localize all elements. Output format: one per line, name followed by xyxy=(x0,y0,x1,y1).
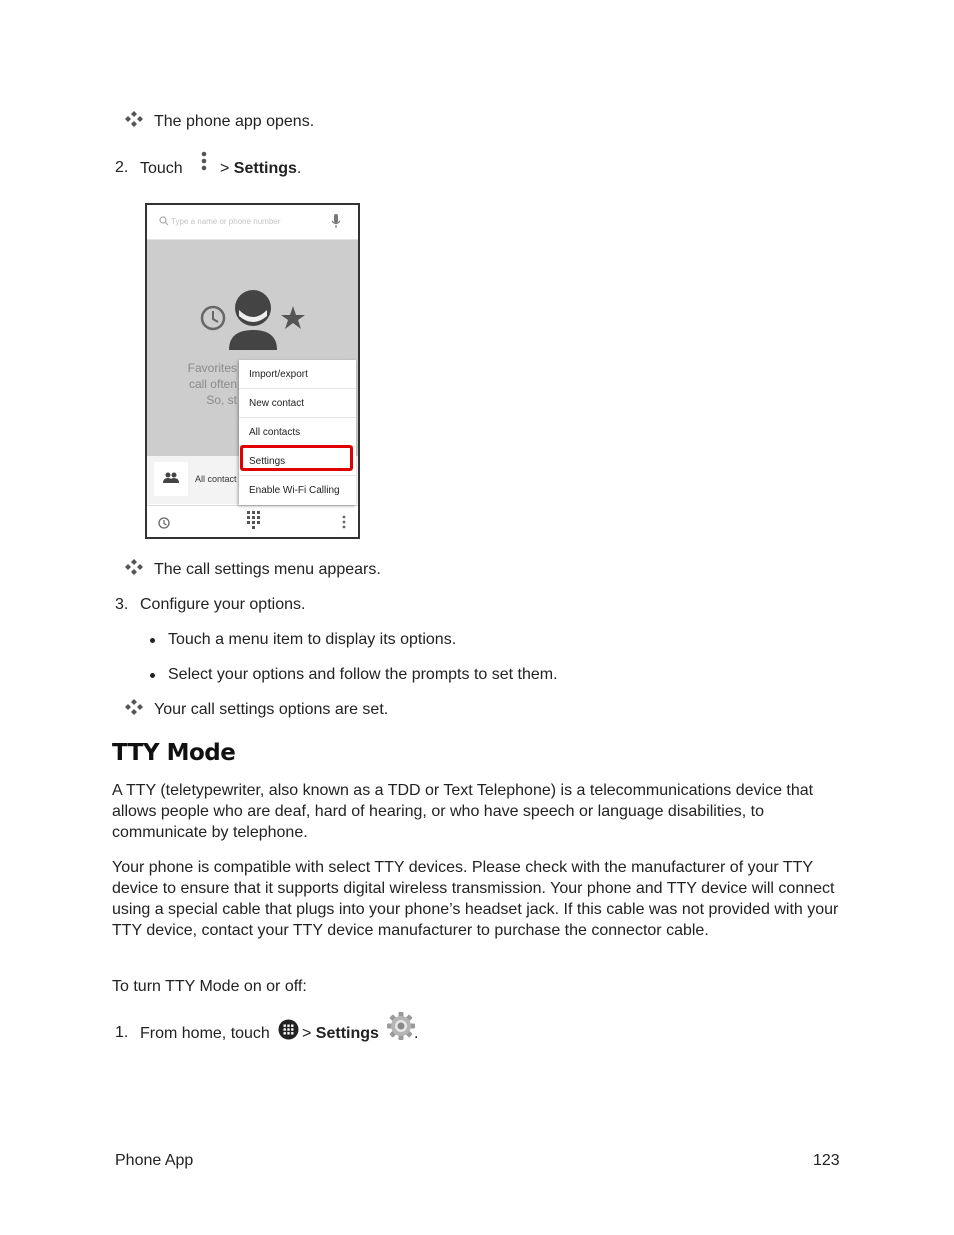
menu-item-all-contacts[interactable]: All contacts xyxy=(239,418,356,447)
tty-paragraph-3: To turn TTY Mode on or off: xyxy=(112,978,307,995)
fav-line-2: call often xyxy=(188,377,237,391)
tty-step-1-settings xyxy=(302,1024,379,1044)
menu-item-enable-wifi-calling[interactable]: Enable Wi-Fi Calling xyxy=(249,485,340,496)
step-3-text: Configure your options. xyxy=(140,596,306,613)
step-2-text xyxy=(140,159,183,179)
overflow-menu-icon xyxy=(342,515,346,529)
dialpad-icon xyxy=(247,511,261,531)
footer-section-name: Phone App xyxy=(115,1152,194,1169)
menu-item-settings[interactable]: Settings xyxy=(239,447,356,476)
result-phone-app-opens: The phone app opens. xyxy=(154,113,315,130)
bullet-item: Touch a menu item to display its options. xyxy=(168,631,457,648)
step-2-touch: Touch xyxy=(140,160,183,177)
tty-paragraph-2: Your phone is compatible with select TTY devices. Please check with the manufacturer of your TTY device to ensure that it supports digital wireless transmission. Your phone and TTY device will connect using a special cable that plugs into your phone’s headset jack. If this cable was not provided with your TTY device, contact your TTY device manufacturer to purchase the connector cable. xyxy=(112,859,839,939)
menu-item-new-contact[interactable]: New contact xyxy=(239,389,356,418)
favorites-illustration-icon xyxy=(199,288,311,358)
diamond-bullet-icon xyxy=(124,111,144,127)
fav-line-3: So, st xyxy=(206,393,237,407)
bullet-dot xyxy=(150,638,155,643)
bullet-dot xyxy=(150,673,155,678)
section-heading-tty-mode: TTY Mode xyxy=(112,740,236,766)
result-call-settings-menu: The call settings menu appears. xyxy=(154,561,381,578)
search-icon xyxy=(159,216,169,226)
recents-icon xyxy=(158,517,170,529)
step-number: 3. xyxy=(115,596,129,613)
tty-step-1-settings-bold: Settings xyxy=(315,1025,379,1042)
contacts-icon-box xyxy=(154,462,188,496)
microphone-icon xyxy=(331,214,341,229)
phone-search-placeholder: Type a name or phone number xyxy=(171,217,281,226)
phone-overflow-menu xyxy=(239,360,356,505)
tty-step-1-separator: > xyxy=(302,1025,312,1042)
settings-highlight-box xyxy=(240,445,353,471)
phone-bottom-bar xyxy=(147,505,358,538)
phone-favorites-text xyxy=(183,360,237,408)
more-options-icon xyxy=(199,151,209,173)
step-2-settings-bold: Settings xyxy=(233,160,297,177)
step-2-period: . xyxy=(296,160,302,177)
result-options-set: Your call settings options are set. xyxy=(154,701,389,718)
step-number: 1. xyxy=(115,1024,129,1041)
step-2-settings xyxy=(220,159,301,179)
phone-screenshot xyxy=(145,203,360,539)
tty-paragraph-1: A TTY (teletypewriter, also known as a TDD or Text Telephone) is a telecommunications device that allows people who are deaf, hard of hearing, or who have speech or language disabilities, to communicate by telephone. xyxy=(112,782,814,841)
footer-page-number: 123 xyxy=(813,1152,840,1169)
menu-item-import-export[interactable]: Import/export xyxy=(239,360,356,389)
fav-line-1: Favorites xyxy=(187,361,237,375)
diamond-bullet-icon xyxy=(124,559,144,575)
settings-gear-icon xyxy=(386,1011,416,1041)
phone-search-bar xyxy=(147,205,358,240)
bullet-item: Select your options and follow the prompts to set them. xyxy=(168,666,558,683)
tty-step-1-period: . xyxy=(414,1025,419,1042)
all-contacts-label: All contact xyxy=(195,474,237,484)
apps-icon xyxy=(278,1019,299,1040)
step-number: 2. xyxy=(115,159,129,176)
step-2-separator: > xyxy=(220,160,230,177)
tty-step-1-text: From home, touch xyxy=(140,1025,270,1042)
contacts-icon xyxy=(163,472,179,484)
diamond-bullet-icon xyxy=(124,699,144,715)
